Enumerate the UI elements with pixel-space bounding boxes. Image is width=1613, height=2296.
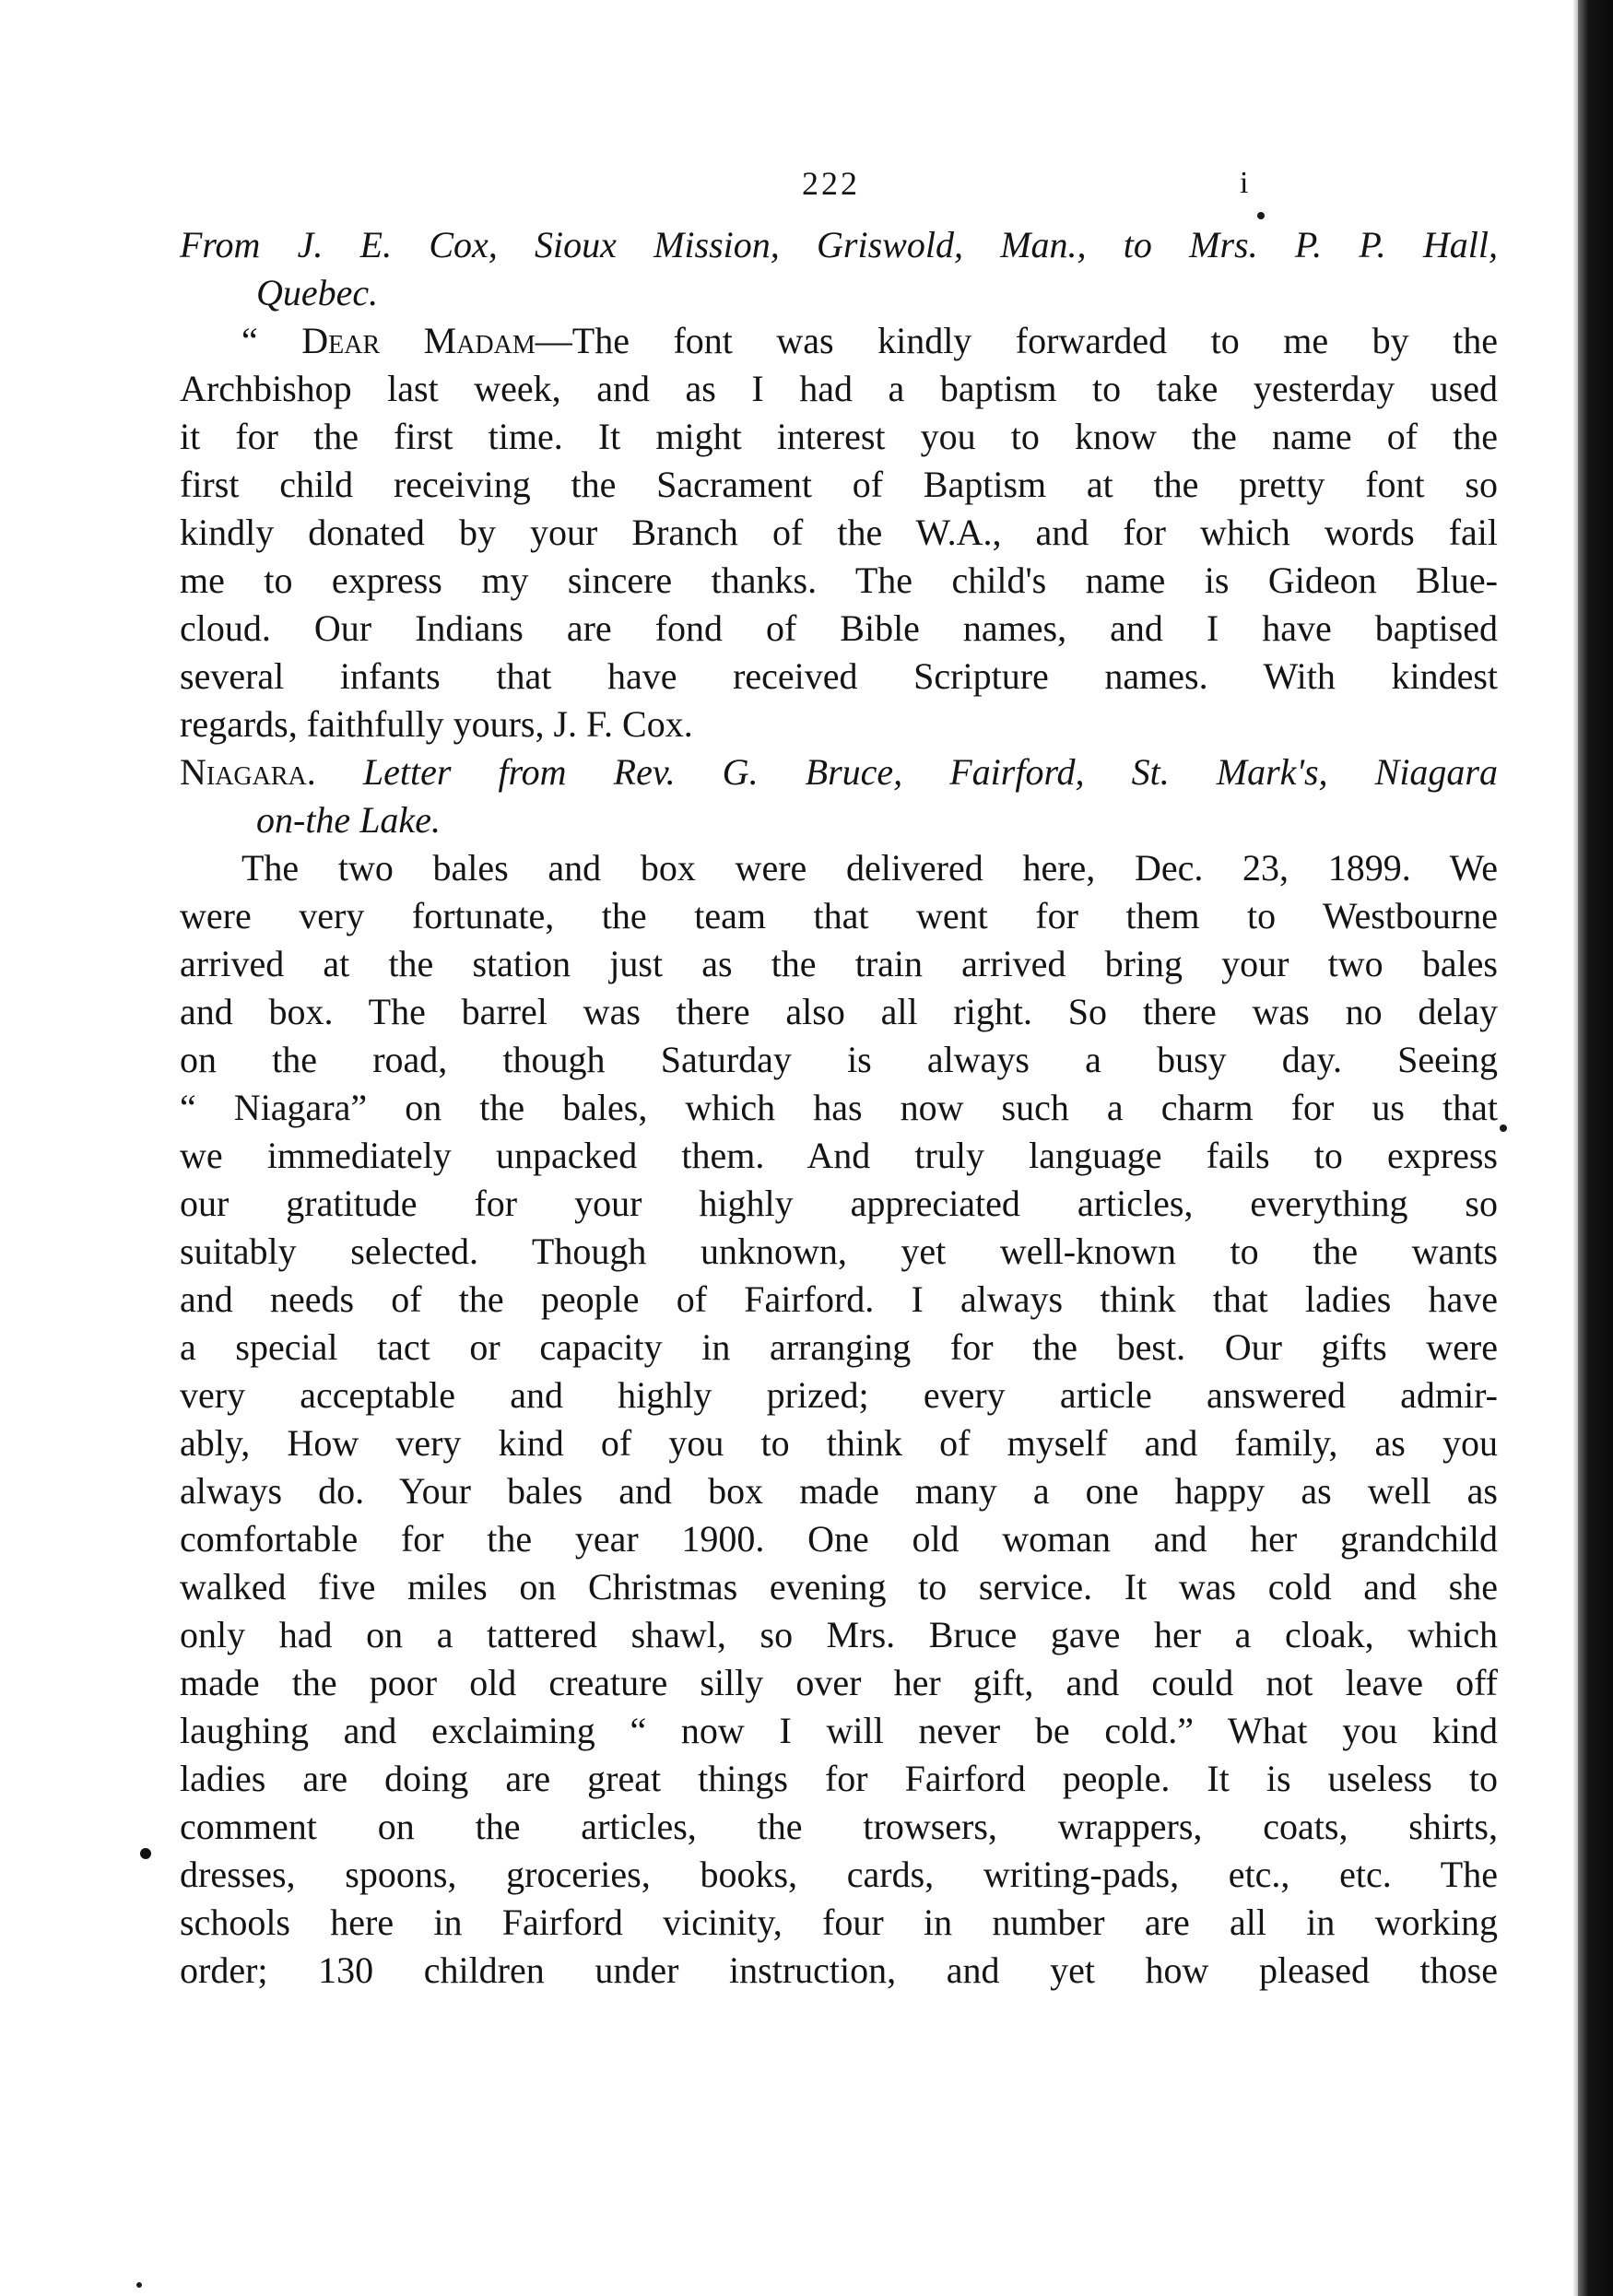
stray-print-mark: i bbox=[1240, 166, 1249, 200]
text-line bbox=[180, 1851, 1498, 1899]
small-caps-heading: Niagara. bbox=[180, 751, 316, 793]
line-text: ladies are doing are great things for Fairford people. It is useless to bbox=[180, 1758, 1498, 1799]
text-line bbox=[180, 365, 1498, 413]
text-line bbox=[180, 1132, 1498, 1180]
text-line bbox=[180, 1755, 1498, 1803]
line-text: were very fortunate, the team that went for them to Westbourne bbox=[180, 895, 1498, 936]
line-text: Archbishop last week, and as I had a baptism to take yesterday used bbox=[180, 368, 1498, 409]
line-text: comfortable for the year 1900. One old woman and her grandchild bbox=[180, 1518, 1498, 1560]
italic-heading-text: Letter from Rev. G. Bruce, Fairford, St. Mark's, Niagara bbox=[362, 751, 1498, 793]
text-line bbox=[180, 413, 1498, 461]
line-text: several infants that have received Scripture names. With kindest bbox=[180, 655, 1498, 697]
page-number: 222 bbox=[802, 165, 860, 202]
line-text: on the road, though Saturday is always a busy day. Seeing bbox=[180, 1039, 1498, 1080]
text-line bbox=[180, 1324, 1498, 1372]
line-text: made the poor old creature silly over her gift, and could not leave off bbox=[180, 1662, 1498, 1703]
text-line bbox=[241, 317, 1498, 365]
text-line bbox=[180, 940, 1498, 988]
text-line bbox=[180, 1611, 1498, 1659]
line-text: From J. E. Cox, Sioux Mission, Griswold, Man., to Mrs. P. P. Hall, bbox=[180, 224, 1498, 265]
small-caps-heading: “ Dear Madam bbox=[241, 320, 536, 361]
line-text: cloud. Our Indians are fond of Bible names, and I have baptised bbox=[180, 607, 1498, 649]
text-line bbox=[180, 1803, 1498, 1851]
text-line bbox=[180, 461, 1498, 509]
print-speck bbox=[136, 2282, 142, 2288]
text-line bbox=[241, 844, 1498, 892]
text-line bbox=[180, 1180, 1498, 1228]
line-text: arrived at the station just as the train arrived bring your two bales bbox=[180, 943, 1498, 984]
text-line bbox=[180, 1467, 1498, 1515]
line-text: a special tact or capacity in arranging for the best. Our gifts were bbox=[180, 1326, 1498, 1368]
text-line bbox=[256, 269, 1498, 317]
line-text: laughing and exclaiming “ now I will never be cold.” What you kind bbox=[180, 1710, 1498, 1751]
line-text: walked five miles on Christmas evening to service. It was cold and she bbox=[180, 1566, 1498, 1607]
text-line bbox=[180, 1563, 1498, 1611]
text-line bbox=[180, 1228, 1498, 1276]
line-text: schools here in Fairford vicinity, four in number are all in working bbox=[180, 1902, 1498, 1943]
line-text: kindly donated by your Branch of the W.A., and for which words fail bbox=[180, 512, 1498, 553]
line-text: and needs of the people of Fairford. I always think that ladies have bbox=[180, 1278, 1498, 1320]
line-text: always do. Your bales and box made many a one happy as well as bbox=[180, 1470, 1498, 1512]
line-text: ably, How very kind of you to think of myself and family, as you bbox=[180, 1422, 1498, 1464]
line-text: our gratitude for your highly appreciated articles, everything so bbox=[180, 1183, 1498, 1224]
print-speck bbox=[138, 1846, 152, 1860]
text-line bbox=[180, 748, 1498, 796]
line-text: and box. The barrel was there also all right. So there was no delay bbox=[180, 991, 1498, 1032]
text-line bbox=[180, 1372, 1498, 1419]
line-text: Quebec. bbox=[256, 272, 379, 313]
text-line bbox=[256, 796, 1498, 844]
line-text: —The font was kindly forwarded to me by the bbox=[535, 320, 1498, 361]
line-text: me to express my sincere thanks. The child's name is Gideon Blue- bbox=[180, 559, 1498, 601]
line-text: order; 130 children under instruction, and yet how pleased those bbox=[180, 1949, 1498, 1991]
text-line bbox=[180, 1419, 1498, 1467]
line-text: it for the first time. It might interest you to know the name of the bbox=[180, 416, 1498, 457]
text-line bbox=[180, 1947, 1498, 1995]
line-text: first child receiving the Sacrament of Baptism at the pretty font so bbox=[180, 464, 1498, 505]
text-line bbox=[180, 1899, 1498, 1947]
line-text: very acceptable and highly prized; every article answered admir- bbox=[180, 1374, 1498, 1416]
text-line bbox=[180, 892, 1498, 940]
print-speck bbox=[1257, 212, 1265, 219]
line-text: regards, faithfully yours, J. F. Cox. bbox=[180, 703, 693, 745]
text-line bbox=[180, 1036, 1498, 1084]
line-text: dresses, spoons, groceries, books, cards, writing-pads, etc., etc. The bbox=[180, 1854, 1498, 1895]
text-line bbox=[180, 1276, 1498, 1324]
text-line bbox=[180, 1707, 1498, 1755]
line-text: comment on the articles, the trowsers, wrappers, coats, shirts, bbox=[180, 1806, 1498, 1847]
text-line bbox=[180, 1659, 1498, 1707]
scan-edge-bar bbox=[1578, 0, 1613, 2296]
text-line bbox=[180, 653, 1498, 701]
text-line bbox=[180, 988, 1498, 1036]
text-line bbox=[180, 221, 1498, 269]
text-line bbox=[180, 509, 1498, 557]
text-line bbox=[180, 701, 1498, 748]
line-text: The two bales and box were delivered here, Dec. 23, 1899. We bbox=[241, 847, 1498, 889]
print-speck bbox=[1500, 1124, 1507, 1132]
text-line bbox=[180, 1084, 1498, 1132]
line-text: suitably selected. Though unknown, yet well-known to the wants bbox=[180, 1230, 1498, 1272]
line-text: we immediately unpacked them. And truly language fails to express bbox=[180, 1135, 1498, 1176]
line-text: “ Niagara” on the bales, which has now such a charm for us that bbox=[180, 1087, 1498, 1128]
line-text: on-the Lake. bbox=[256, 799, 441, 841]
text-line bbox=[180, 557, 1498, 605]
text-line bbox=[180, 605, 1498, 653]
text-line bbox=[180, 1515, 1498, 1563]
line-text: only had on a tattered shawl, so Mrs. Bruce gave her a cloak, which bbox=[180, 1614, 1498, 1655]
